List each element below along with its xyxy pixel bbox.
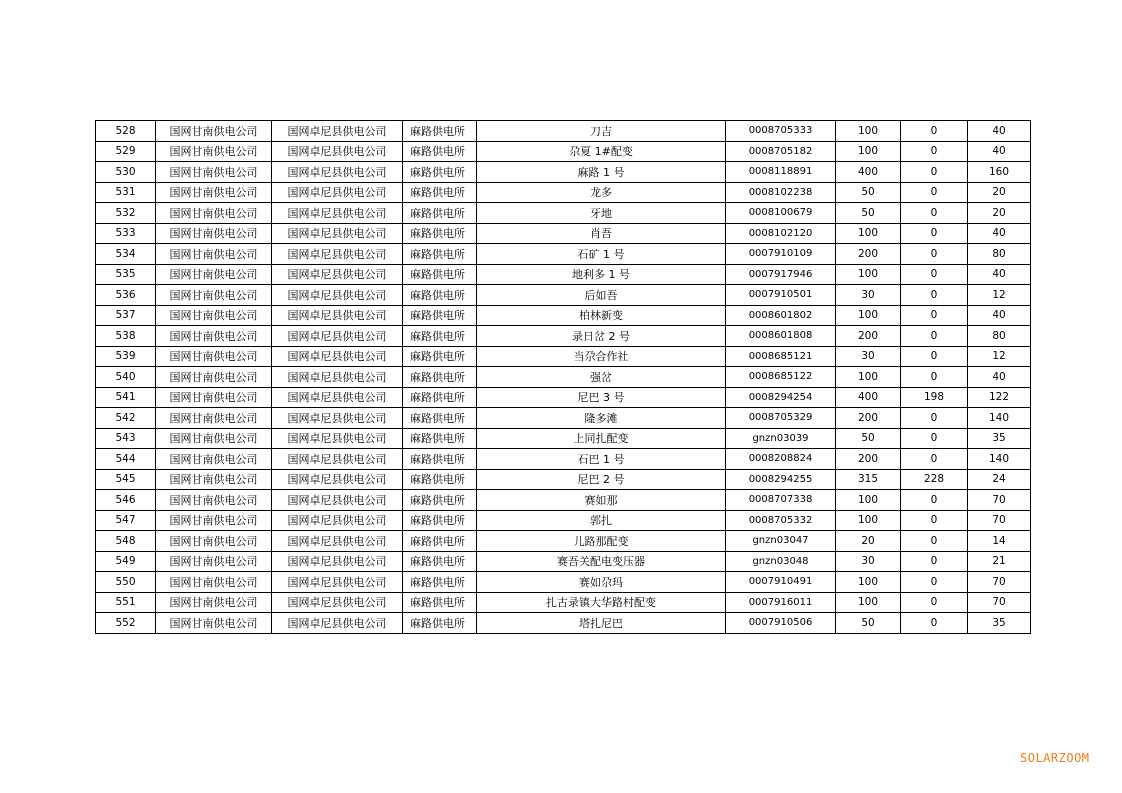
station-cell: 麻路供电所 — [403, 264, 477, 285]
value-a-cell: 0 — [901, 408, 968, 429]
county-company-cell: 国网卓尼县供电公司 — [272, 264, 403, 285]
asset-code-cell: gnzn03039 — [726, 428, 836, 449]
value-a-cell: 0 — [901, 510, 968, 531]
capacity-cell: 100 — [836, 510, 901, 531]
asset-code-cell: gnzn03048 — [726, 551, 836, 572]
station-cell: 麻路供电所 — [403, 305, 477, 326]
value-b-cell: 14 — [968, 531, 1031, 552]
province-company-cell: 国网甘南供电公司 — [156, 531, 272, 552]
asset-code-cell: 0008685122 — [726, 367, 836, 388]
row-index-cell: 547 — [96, 510, 156, 531]
station-cell: 麻路供电所 — [403, 182, 477, 203]
province-company-cell: 国网甘南供电公司 — [156, 449, 272, 470]
value-a-cell: 0 — [901, 592, 968, 613]
asset-code-cell: 0008118891 — [726, 162, 836, 183]
capacity-cell: 315 — [836, 469, 901, 490]
asset-code-cell: 0007910491 — [726, 572, 836, 593]
transformer-name-cell: 柏林新变 — [477, 305, 726, 326]
asset-code-cell: 0008294255 — [726, 469, 836, 490]
value-b-cell: 20 — [968, 203, 1031, 224]
table-body — [96, 121, 1031, 634]
value-a-cell: 0 — [901, 613, 968, 634]
value-b-cell: 12 — [968, 285, 1031, 306]
value-a-cell: 0 — [901, 428, 968, 449]
province-company-cell: 国网甘南供电公司 — [156, 510, 272, 531]
transformer-name-cell: 石巴 1 号 — [477, 449, 726, 470]
table-row — [96, 469, 1031, 490]
county-company-cell: 国网卓尼县供电公司 — [272, 428, 403, 449]
value-b-cell: 35 — [968, 428, 1031, 449]
value-a-cell: 0 — [901, 490, 968, 511]
row-index-cell: 540 — [96, 367, 156, 388]
county-company-cell: 国网卓尼县供电公司 — [272, 182, 403, 203]
transformer-name-cell: 尼巴 2 号 — [477, 469, 726, 490]
transformer-name-cell: 尕夏 1#配变 — [477, 141, 726, 162]
value-a-cell: 0 — [901, 367, 968, 388]
value-b-cell: 122 — [968, 387, 1031, 408]
asset-code-cell: 0007910501 — [726, 285, 836, 306]
county-company-cell: 国网卓尼县供电公司 — [272, 510, 403, 531]
table-row — [96, 592, 1031, 613]
province-company-cell: 国网甘南供电公司 — [156, 285, 272, 306]
station-cell: 麻路供电所 — [403, 223, 477, 244]
value-b-cell: 40 — [968, 264, 1031, 285]
table-row — [96, 326, 1031, 347]
county-company-cell: 国网卓尼县供电公司 — [272, 162, 403, 183]
value-b-cell: 40 — [968, 121, 1031, 142]
row-index-cell: 546 — [96, 490, 156, 511]
value-a-cell: 0 — [901, 162, 968, 183]
station-cell: 麻路供电所 — [403, 162, 477, 183]
station-cell: 麻路供电所 — [403, 121, 477, 142]
province-company-cell: 国网甘南供电公司 — [156, 326, 272, 347]
county-company-cell: 国网卓尼县供电公司 — [272, 244, 403, 265]
county-company-cell: 国网卓尼县供电公司 — [272, 305, 403, 326]
province-company-cell: 国网甘南供电公司 — [156, 469, 272, 490]
table-row — [96, 551, 1031, 572]
value-b-cell: 70 — [968, 490, 1031, 511]
county-company-cell: 国网卓尼县供电公司 — [272, 490, 403, 511]
province-company-cell: 国网甘南供电公司 — [156, 244, 272, 265]
transformer-name-cell: 强岔 — [477, 367, 726, 388]
value-a-cell: 0 — [901, 264, 968, 285]
row-index-cell: 552 — [96, 613, 156, 634]
value-b-cell: 80 — [968, 326, 1031, 347]
province-company-cell: 国网甘南供电公司 — [156, 613, 272, 634]
row-index-cell: 548 — [96, 531, 156, 552]
row-index-cell: 545 — [96, 469, 156, 490]
transformer-name-cell: 刀吉 — [477, 121, 726, 142]
row-index-cell: 534 — [96, 244, 156, 265]
value-b-cell: 24 — [968, 469, 1031, 490]
value-b-cell: 80 — [968, 244, 1031, 265]
asset-code-cell: 0007917946 — [726, 264, 836, 285]
table-row — [96, 408, 1031, 429]
row-index-cell: 542 — [96, 408, 156, 429]
transformer-name-cell: 赛如尕玛 — [477, 572, 726, 593]
asset-code-cell: 0008705332 — [726, 510, 836, 531]
transformer-name-cell: 石矿 1 号 — [477, 244, 726, 265]
county-company-cell: 国网卓尼县供电公司 — [272, 531, 403, 552]
county-company-cell: 国网卓尼县供电公司 — [272, 367, 403, 388]
asset-code-cell: 0008102238 — [726, 182, 836, 203]
capacity-cell: 50 — [836, 182, 901, 203]
station-cell: 麻路供电所 — [403, 449, 477, 470]
station-cell: 麻路供电所 — [403, 326, 477, 347]
table-row — [96, 223, 1031, 244]
transformer-name-cell: 赛吾关配电变压器 — [477, 551, 726, 572]
province-company-cell: 国网甘南供电公司 — [156, 592, 272, 613]
asset-code-cell: 0007910109 — [726, 244, 836, 265]
province-company-cell: 国网甘南供电公司 — [156, 346, 272, 367]
row-index-cell: 536 — [96, 285, 156, 306]
value-b-cell: 140 — [968, 449, 1031, 470]
transformer-name-cell: 儿路那配变 — [477, 531, 726, 552]
transformer-name-cell: 后如吾 — [477, 285, 726, 306]
county-company-cell: 国网卓尼县供电公司 — [272, 469, 403, 490]
capacity-cell: 50 — [836, 613, 901, 634]
capacity-cell: 100 — [836, 305, 901, 326]
value-a-cell: 0 — [901, 305, 968, 326]
county-company-cell: 国网卓尼县供电公司 — [272, 141, 403, 162]
capacity-cell: 50 — [836, 203, 901, 224]
station-cell: 麻路供电所 — [403, 203, 477, 224]
station-cell: 麻路供电所 — [403, 510, 477, 531]
province-company-cell: 国网甘南供电公司 — [156, 572, 272, 593]
capacity-cell: 30 — [836, 285, 901, 306]
asset-code-cell: 0008707338 — [726, 490, 836, 511]
province-company-cell: 国网甘南供电公司 — [156, 367, 272, 388]
row-index-cell: 530 — [96, 162, 156, 183]
asset-code-cell: 0008685121 — [726, 346, 836, 367]
transformer-name-cell: 扎古录镇大华路村配变 — [477, 592, 726, 613]
value-a-cell: 0 — [901, 449, 968, 470]
province-company-cell: 国网甘南供电公司 — [156, 305, 272, 326]
row-index-cell: 541 — [96, 387, 156, 408]
transformer-name-cell: 赛如那 — [477, 490, 726, 511]
table-row — [96, 490, 1031, 511]
county-company-cell: 国网卓尼县供电公司 — [272, 326, 403, 347]
table-row — [96, 203, 1031, 224]
row-index-cell: 538 — [96, 326, 156, 347]
value-a-cell: 0 — [901, 141, 968, 162]
county-company-cell: 国网卓尼县供电公司 — [272, 346, 403, 367]
value-b-cell: 160 — [968, 162, 1031, 183]
value-a-cell: 0 — [901, 203, 968, 224]
capacity-cell: 100 — [836, 572, 901, 593]
table-row — [96, 162, 1031, 183]
asset-code-cell: 0008294254 — [726, 387, 836, 408]
value-b-cell: 40 — [968, 223, 1031, 244]
capacity-cell: 200 — [836, 449, 901, 470]
value-b-cell: 70 — [968, 510, 1031, 531]
province-company-cell: 国网甘南供电公司 — [156, 264, 272, 285]
county-company-cell: 国网卓尼县供电公司 — [272, 551, 403, 572]
province-company-cell: 国网甘南供电公司 — [156, 223, 272, 244]
capacity-cell: 50 — [836, 428, 901, 449]
station-cell: 麻路供电所 — [403, 572, 477, 593]
station-cell: 麻路供电所 — [403, 551, 477, 572]
province-company-cell: 国网甘南供电公司 — [156, 162, 272, 183]
province-company-cell: 国网甘南供电公司 — [156, 490, 272, 511]
transformer-name-cell: 肖吾 — [477, 223, 726, 244]
table-row — [96, 141, 1031, 162]
asset-code-cell: 0008100679 — [726, 203, 836, 224]
row-index-cell: 543 — [96, 428, 156, 449]
transformer-name-cell: 郭扎 — [477, 510, 726, 531]
value-b-cell: 12 — [968, 346, 1031, 367]
row-index-cell: 535 — [96, 264, 156, 285]
station-cell: 麻路供电所 — [403, 367, 477, 388]
transformer-name-cell: 塔扎尼巴 — [477, 613, 726, 634]
station-cell: 麻路供电所 — [403, 531, 477, 552]
transformer-name-cell: 地利多 1 号 — [477, 264, 726, 285]
table-row — [96, 305, 1031, 326]
capacity-cell: 100 — [836, 141, 901, 162]
value-a-cell: 0 — [901, 326, 968, 347]
asset-code-cell: 0008102120 — [726, 223, 836, 244]
asset-code-cell: 0008601808 — [726, 326, 836, 347]
value-a-cell: 228 — [901, 469, 968, 490]
county-company-cell: 国网卓尼县供电公司 — [272, 613, 403, 634]
table-row — [96, 244, 1031, 265]
province-company-cell: 国网甘南供电公司 — [156, 141, 272, 162]
county-company-cell: 国网卓尼县供电公司 — [272, 572, 403, 593]
county-company-cell: 国网卓尼县供电公司 — [272, 121, 403, 142]
asset-code-cell: 0007916011 — [726, 592, 836, 613]
table-row — [96, 182, 1031, 203]
station-cell: 麻路供电所 — [403, 285, 477, 306]
capacity-cell: 400 — [836, 162, 901, 183]
table-row — [96, 428, 1031, 449]
capacity-cell: 100 — [836, 121, 901, 142]
table-row — [96, 121, 1031, 142]
table-row — [96, 367, 1031, 388]
station-cell: 麻路供电所 — [403, 592, 477, 613]
row-index-cell: 544 — [96, 449, 156, 470]
value-a-cell: 0 — [901, 244, 968, 265]
county-company-cell: 国网卓尼县供电公司 — [272, 387, 403, 408]
province-company-cell: 国网甘南供电公司 — [156, 551, 272, 572]
asset-code-cell: 0007910506 — [726, 613, 836, 634]
value-b-cell: 70 — [968, 592, 1031, 613]
county-company-cell: 国网卓尼县供电公司 — [272, 449, 403, 470]
capacity-cell: 100 — [836, 367, 901, 388]
capacity-cell: 200 — [836, 408, 901, 429]
capacity-cell: 100 — [836, 223, 901, 244]
row-index-cell: 531 — [96, 182, 156, 203]
station-cell: 麻路供电所 — [403, 346, 477, 367]
asset-code-cell: 0008705333 — [726, 121, 836, 142]
solarzoom-watermark: SOLARZOOM — [1020, 751, 1090, 765]
row-index-cell: 528 — [96, 121, 156, 142]
value-a-cell: 0 — [901, 285, 968, 306]
capacity-cell: 30 — [836, 346, 901, 367]
row-index-cell: 533 — [96, 223, 156, 244]
province-company-cell: 国网甘南供电公司 — [156, 428, 272, 449]
capacity-cell: 30 — [836, 551, 901, 572]
value-b-cell: 70 — [968, 572, 1031, 593]
row-index-cell: 532 — [96, 203, 156, 224]
transformer-name-cell: 上同扎配变 — [477, 428, 726, 449]
transformer-name-cell: 尼巴 3 号 — [477, 387, 726, 408]
row-index-cell: 550 — [96, 572, 156, 593]
table-row — [96, 531, 1031, 552]
value-b-cell: 40 — [968, 305, 1031, 326]
station-cell: 麻路供电所 — [403, 490, 477, 511]
asset-code-cell: 0008601802 — [726, 305, 836, 326]
station-cell: 麻路供电所 — [403, 613, 477, 634]
value-a-cell: 0 — [901, 572, 968, 593]
transformer-data-table — [95, 120, 1031, 634]
province-company-cell: 国网甘南供电公司 — [156, 408, 272, 429]
table-row — [96, 346, 1031, 367]
row-index-cell: 539 — [96, 346, 156, 367]
value-b-cell: 40 — [968, 367, 1031, 388]
row-index-cell: 529 — [96, 141, 156, 162]
province-company-cell: 国网甘南供电公司 — [156, 387, 272, 408]
capacity-cell: 20 — [836, 531, 901, 552]
asset-code-cell: 0008208824 — [726, 449, 836, 470]
capacity-cell: 100 — [836, 592, 901, 613]
table-row — [96, 264, 1031, 285]
province-company-cell: 国网甘南供电公司 — [156, 182, 272, 203]
capacity-cell: 200 — [836, 244, 901, 265]
value-a-cell: 0 — [901, 223, 968, 244]
table-row — [96, 572, 1031, 593]
value-b-cell: 40 — [968, 141, 1031, 162]
station-cell: 麻路供电所 — [403, 387, 477, 408]
transformer-name-cell: 当尕合作社 — [477, 346, 726, 367]
transformer-name-cell: 牙地 — [477, 203, 726, 224]
value-a-cell: 0 — [901, 346, 968, 367]
table-row — [96, 510, 1031, 531]
transformer-name-cell: 麻路 1 号 — [477, 162, 726, 183]
station-cell: 麻路供电所 — [403, 408, 477, 429]
row-index-cell: 551 — [96, 592, 156, 613]
row-index-cell: 537 — [96, 305, 156, 326]
asset-code-cell: 0008705329 — [726, 408, 836, 429]
station-cell: 麻路供电所 — [403, 141, 477, 162]
capacity-cell: 200 — [836, 326, 901, 347]
county-company-cell: 国网卓尼县供电公司 — [272, 285, 403, 306]
station-cell: 麻路供电所 — [403, 428, 477, 449]
row-index-cell: 549 — [96, 551, 156, 572]
table-row — [96, 285, 1031, 306]
value-a-cell: 0 — [901, 551, 968, 572]
county-company-cell: 国网卓尼县供电公司 — [272, 408, 403, 429]
capacity-cell: 400 — [836, 387, 901, 408]
value-b-cell: 20 — [968, 182, 1031, 203]
county-company-cell: 国网卓尼县供电公司 — [272, 203, 403, 224]
value-a-cell: 0 — [901, 531, 968, 552]
table-row — [96, 449, 1031, 470]
station-cell: 麻路供电所 — [403, 469, 477, 490]
transformer-name-cell: 龙多 — [477, 182, 726, 203]
transformer-name-cell: 隆多滩 — [477, 408, 726, 429]
value-b-cell: 21 — [968, 551, 1031, 572]
county-company-cell: 国网卓尼县供电公司 — [272, 592, 403, 613]
capacity-cell: 100 — [836, 490, 901, 511]
province-company-cell: 国网甘南供电公司 — [156, 121, 272, 142]
value-a-cell: 0 — [901, 121, 968, 142]
table-row — [96, 613, 1031, 634]
asset-code-cell: gnzn03047 — [726, 531, 836, 552]
province-company-cell: 国网甘南供电公司 — [156, 203, 272, 224]
transformer-name-cell: 录日岔 2 号 — [477, 326, 726, 347]
value-a-cell: 198 — [901, 387, 968, 408]
table-row — [96, 387, 1031, 408]
station-cell: 麻路供电所 — [403, 244, 477, 265]
value-b-cell: 140 — [968, 408, 1031, 429]
county-company-cell: 国网卓尼县供电公司 — [272, 223, 403, 244]
value-a-cell: 0 — [901, 182, 968, 203]
capacity-cell: 100 — [836, 264, 901, 285]
asset-code-cell: 0008705182 — [726, 141, 836, 162]
value-b-cell: 35 — [968, 613, 1031, 634]
